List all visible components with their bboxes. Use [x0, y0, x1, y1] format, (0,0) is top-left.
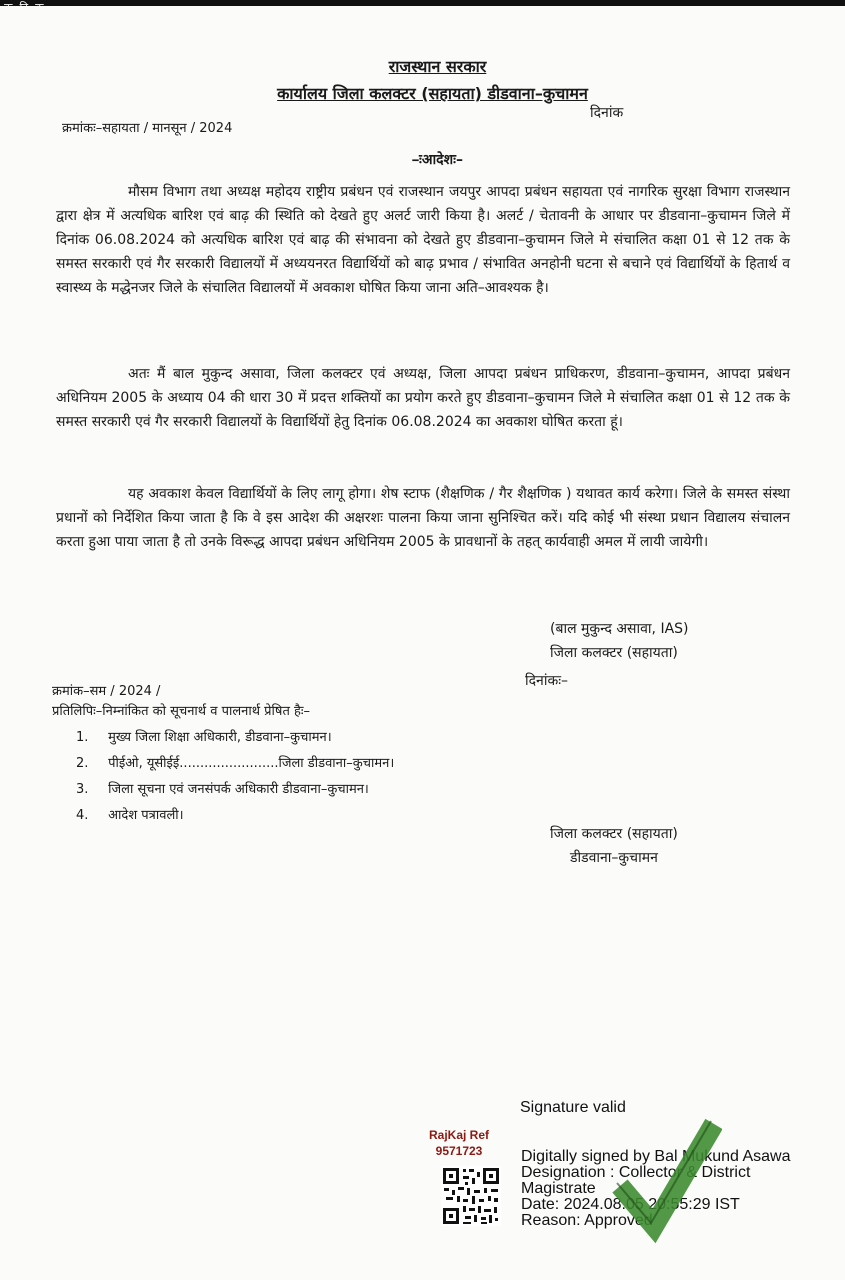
- order-title: –ःआदेशः–: [412, 152, 463, 168]
- closing-signatory-block: [550, 822, 678, 870]
- paragraph-instructions: यह अवकाश केवल विद्यार्थियों के लिए लागू होगा। शेष स्टाफ (शैक्षणिक / गैर शैक्षणिक ) यथावत कार्य करेगा। जिले के समस्त संस्था प्रधानों को निर्देशित किया जाता है कि वे इस आदेश की अक्षरशः पालना किया जाना सुनिश्चित करें। यदि कोई भी संस्था प्रधान विद्यालय संचालन करता हुआ पाया जाता है तो उनके विरूद्ध आपदा प्रबंधन अधिनियम 2005 के प्रावधानों के तहत् कार्यवाही अमल में लायी जायेगी।: [56, 486, 790, 550]
- header-date-label: दिनांक: [590, 105, 624, 121]
- sign-reason-line: Reason: Approved: [521, 1212, 653, 1229]
- list-item: [76, 777, 394, 803]
- order-reference: क्रमांकः–सहायता / मानसून / 2024: [62, 121, 233, 136]
- closing-place: डीडवाना–कुचामन: [570, 850, 658, 866]
- designation-cont-line: Magistrate: [521, 1180, 596, 1197]
- signatory-name: (बाल मुकुन्द असावा, IAS): [550, 621, 689, 637]
- list-item: [76, 803, 394, 829]
- list-item-text: आदेश पत्रावली।: [108, 808, 184, 823]
- designation-line: Designation : Collector & District: [521, 1164, 751, 1181]
- list-item-number: 3.: [76, 782, 89, 797]
- rajkaj-number: 9571723: [435, 1144, 483, 1158]
- list-item-number: 1.: [76, 730, 89, 745]
- copy-recipient-list: [76, 725, 394, 829]
- signature-check-icon: [612, 1116, 722, 1244]
- list-item: [76, 751, 394, 777]
- top-fragment-text: क्र. दि. क: [4, 1, 44, 14]
- closing-title: जिला कलक्टर (सहायता): [550, 826, 678, 842]
- paragraph-alert: मौसम विभाग तथा अध्यक्ष महोदय राष्ट्रीय प्रबंधन एवं राजस्थान जयपुर आपदा प्रबंधन सहायता एवं नागरिक सुरक्षा विभाग राजस्थान द्वारा क्षेत्र में अत्यधिक बारिश एवं बाढ़ की स्थिति को देखते हुए अलर्ट जारी किया है। अलर्ट / चेतावनी के आधार पर डीडवाना–कुचामन जिले में दिनांक 06.08.2024 को अत्यधिक बारिश एवं बाढ़ की संभावना को देखते हुए डीडवाना–कुचामन जिले मे संचालित कक्षा 01 से 12 तक के समस्त सरकारी एवं गैर सरकारी विद्यालयों में अध्ययनरत विद्यार्थियों को बाढ़ प्रभाव / संभावित अनहोनी घटना से बचाने एवं विद्यार्थियों के हितार्थ व स्वास्थ्य के मद्धेनजर जिले के संचालित विद्यालयों में अवकाश घोषित किया जाना अति–आवश्यक है।: [56, 184, 790, 296]
- qr-code-icon: [441, 1166, 501, 1226]
- government-title: राजस्थान सरकार: [388, 57, 487, 76]
- copy-date-label: दिनांकः–: [525, 673, 569, 689]
- copy-heading: प्रतिलिपिः–निम्नांकित को सूचनार्थ व पालनार्थ प्रेषित हैः–: [52, 704, 311, 719]
- signatory-title: जिला कलक्टर (सहायता): [550, 645, 678, 661]
- rajkaj-reference: [414, 1127, 504, 1159]
- top-scan-border: [0, 0, 845, 14]
- copy-reference: क्रमांक–सम / 2024 /: [52, 684, 161, 699]
- signature-valid-label: Signature valid: [520, 1099, 626, 1116]
- rajkaj-label: RajKaj Ref: [428, 1128, 490, 1142]
- list-item-text: जिला सूचना एवं जनसंपर्क अधिकारी डीडवाना–कुचामन।: [108, 782, 369, 797]
- list-item-text: मुख्य जिला शिक्षा अधिकारी, डीडवाना–कुचामन।: [108, 730, 332, 745]
- list-item-number: 2.: [76, 756, 89, 771]
- paragraph-declaration: अतः मैं बाल मुकुन्द असावा, जिला कलक्टर एवं अध्यक्ष, जिला आपदा प्रबंधन प्राधिकरण, डीडवाना–कुचामन, आपदा प्रबंधन अधिनियम 2005 के अध्याय 04 की धारा 30 में प्रदत्त शक्तियों का प्रयोग करते हुए डीडवाना–कुचामन जिले मे संचालित कक्षा 01 से 12 तक के समस्त सरकारी एवं गैर सरकारी विद्यालयों के विद्यार्थियों हेतु दिनांक 06.08.2024 का अवकाश घोषित करता हूं।: [56, 366, 790, 430]
- list-item: [76, 725, 394, 751]
- sign-date-line: Date: 2024.08.05 20:55:29 IST: [521, 1196, 740, 1213]
- list-item-text: पीईओ, यूसीईई........................जिला डीडवाना–कुचामन।: [108, 756, 395, 771]
- office-title: कार्यालय जिला कलक्टर (सहायता) डीडवाना–कुचामन: [277, 84, 588, 103]
- list-item-number: 4.: [76, 808, 89, 823]
- signatory-block: [550, 617, 689, 665]
- signed-by-line: Digitally signed by Bal Mukund Asawa: [521, 1148, 791, 1165]
